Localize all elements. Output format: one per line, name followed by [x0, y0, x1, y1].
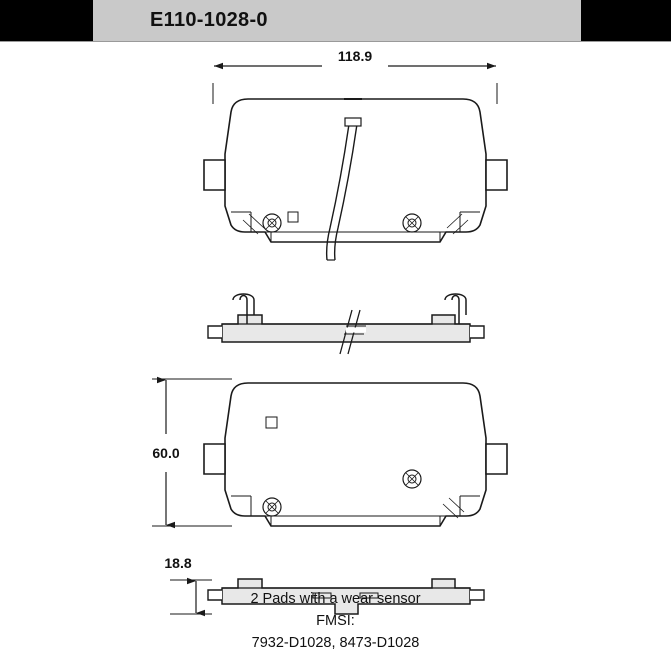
- footer-line-fmsi-values: 7932-D1028, 8473-D1028: [251, 635, 420, 651]
- front-view-top: [204, 99, 507, 260]
- brake-pad-drawing: [0, 42, 671, 671]
- footer-notes: [0, 588, 671, 654]
- height-dimension-label: 60.0: [152, 445, 180, 461]
- width-dimension-label: 118.9: [337, 48, 373, 64]
- title-bar: [0, 0, 671, 42]
- width-dimension: [213, 48, 497, 104]
- drawing-area: [0, 42, 671, 671]
- front-view-lower: [204, 383, 507, 526]
- thickness-dimension-label: 18.8: [164, 555, 192, 571]
- part-number-label: E110-1028-0: [150, 9, 268, 31]
- title-bar-right-block: [581, 0, 671, 41]
- edge-view-upper: [208, 294, 484, 354]
- footer-line-pads: 2 Pads with a wear sensor: [250, 591, 421, 607]
- footer-line-fmsi-label: FMSI:: [316, 613, 355, 629]
- title-bar-left-block: [0, 0, 93, 41]
